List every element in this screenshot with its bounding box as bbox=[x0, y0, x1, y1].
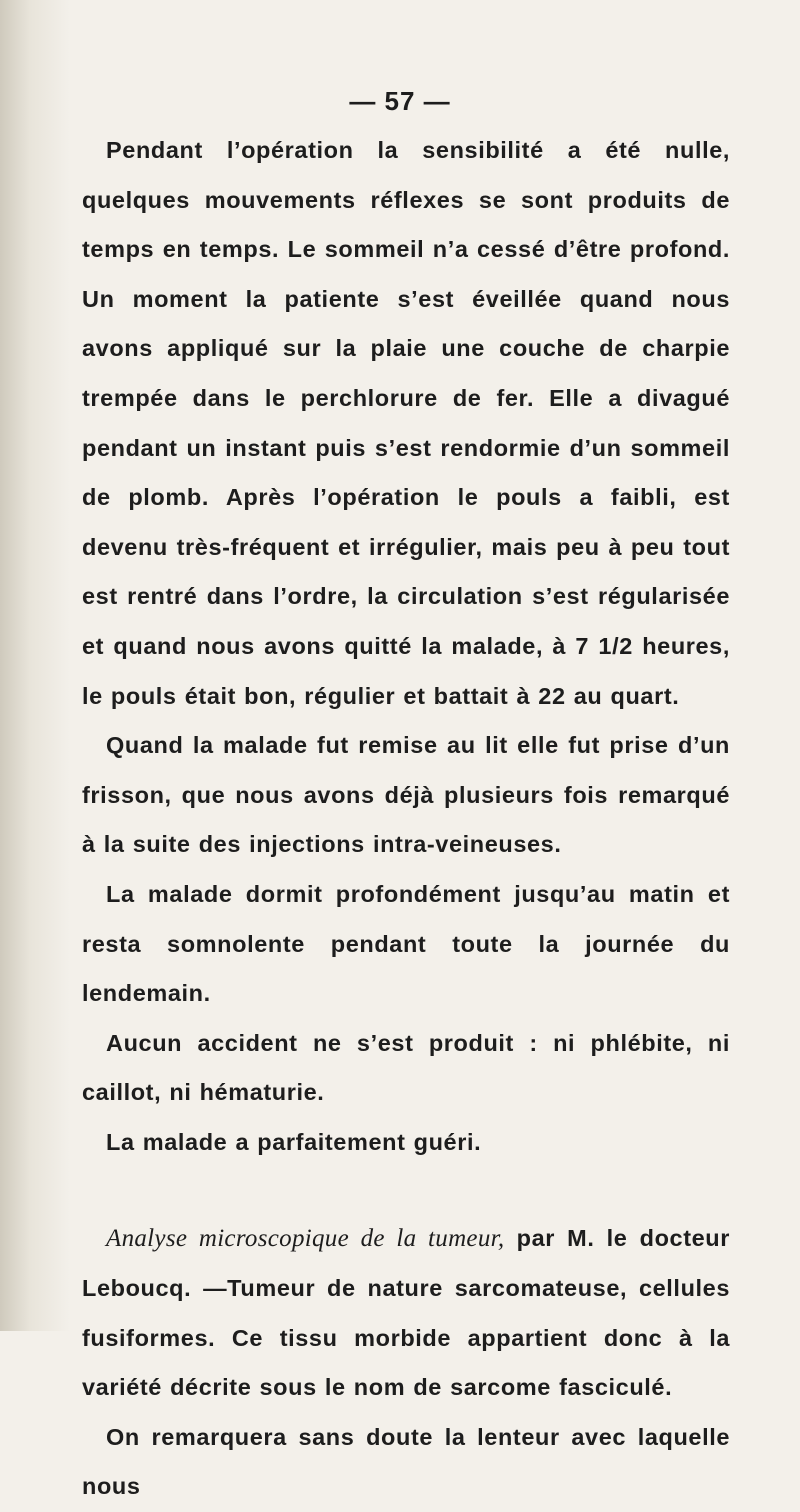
analysis-title: Analyse microscopique de la tumeur, bbox=[106, 1225, 505, 1253]
paragraph-lenteur: On remarquera sans doute la lenteur avec laquelle nous bbox=[82, 1423, 730, 1500]
paragraph-analysis bbox=[82, 1214, 730, 1412]
page-body bbox=[82, 126, 730, 1512]
section-spacer bbox=[82, 1167, 730, 1214]
paragraph-accident: Aucun accident ne s’est produit : ni phlébite, ni caillot, ni hématurie. bbox=[82, 1029, 730, 1106]
analysis-text: par M. le docteur Leboucq. —Tumeur de nature sarcomateuse, cellules fusiformes. Ce tissu morbide appartient donc à la variété décrite sous le nom de sarcome fasciculé. bbox=[82, 1225, 730, 1401]
paragraph-frisson: Quand la malade fut remise au lit elle fut prise d’un frisson, que nous avons déjà plusieurs fois remarqué à la suite des injections intra-veineuses. bbox=[82, 732, 730, 858]
paragraph-sommeil: La malade dormit profondément jusqu’au matin et resta somnolente pendant toute la journée du lendemain. bbox=[82, 880, 730, 1007]
paragraph-operation: Pendant l’opération la sensibilité a été nulle, quelques mouvements réflexes se sont produits de temps en temps. Le sommeil n’a cessé d’être profond. Un moment la patiente s’est éveillée quand nous avons appliqué sur la plaie une couche de charpie trempée dans le perchlorure de fer. Elle a divagué pendant un instant puis s’est rendormie d’un sommeil de plomb. Après l’opération le pouls a faibli, est devenu très-fréquent et irrégulier, mais peu à peu tout est rentré dans l’ordre, la circulation s’est régularisée et quand nous avons quitté la malade, à 7 1/2 heures, le pouls était bon, régulier et battait à 22 au quart. bbox=[82, 137, 730, 709]
paragraph-gueri: La malade a parfaitement guéri. bbox=[106, 1128, 482, 1155]
page-number: — 57 — bbox=[349, 86, 451, 116]
